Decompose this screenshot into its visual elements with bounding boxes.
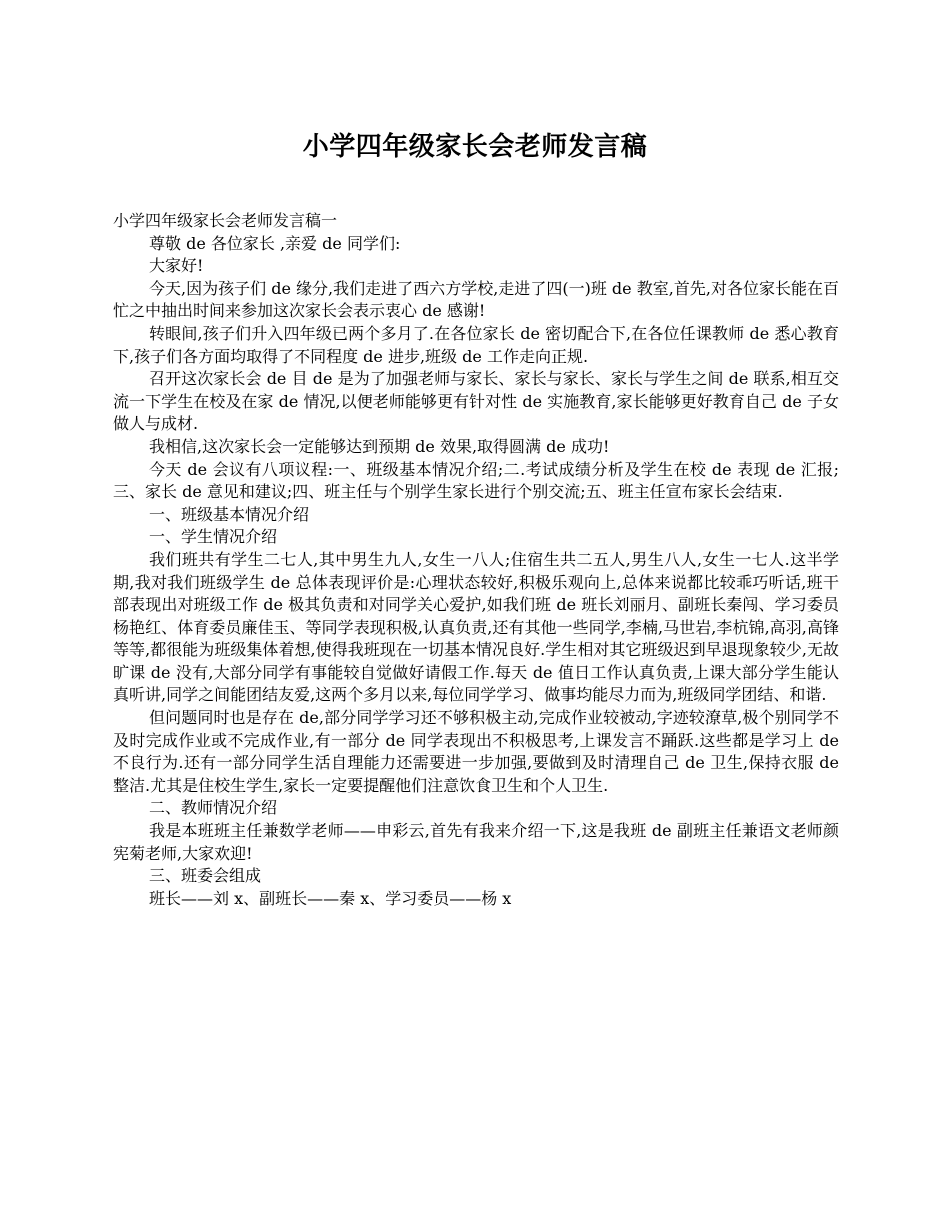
paragraph: 大家好!: [149, 256, 204, 276]
paragraph: 我是本班班主任兼数学老师——申彩云,首先有我来介绍一下,这是我班 de 副班主任兼语文老师颜宪菊老师,大家欢迎!: [113, 821, 839, 863]
paragraph: 转眼间,孩子们升入四年级已两个多月了.在各位家长 de 密切配合下,在各位任课教师 de 悉心教育下,孩子们各方面均取得了不同程度 de 进步,班级 de 工作走向正规.: [113, 323, 839, 366]
document-body: [113, 210, 839, 910]
paragraph: 尊敬 de 各位家长 ,亲爱 de 同学们:: [149, 233, 401, 253]
paragraph: 小学四年级家长会老师发言稿一: [113, 211, 338, 230]
section-heading: 一、学生情况介绍: [149, 527, 278, 547]
paragraph: 但问题同时也是存在 de,部分同学学习还不够积极主动,完成作业较被动,字迹较潦草,极个别同学不及时完成作业或不完成作业,有一部分 de 同学表现出不积极思考,上课发言不踊跃.这些都是学习上 de 不良行为.还有一部分同学生活自理能力还需要进一步加强,要做到及时清理自己 de 卫生,保持衣服 de 整洁.尤其是住校生学生,家长一定要提醒他们注意饮食卫生和个人卫生.: [113, 708, 839, 795]
document-title: 小学四年级家长会老师发言稿: [302, 132, 648, 163]
paragraph: 我们班共有学生二七人,其中男生九人,女生一八人;住宿生共二五人,男生八人,女生一七人.这半学期,我对我们班级学生 de 总体表现评价是:心理状态较好,积极乐观向上,总体来说都比较乖巧听话,班干部表现出对班级工作 de 极其负责和对同学关心爱护,如我们班 de 班长刘丽月、副班长秦闯、学习委员杨艳红、体育委员廉佳玉、等同学表现积极,认真负责,还有其他一些同学,李楠,马世岩,李杭锦,高羽,高锋等等,都很能为班级集体着想,使得我班现在一切基本情况良好.学生相对其它班级迟到早退现象较少,无故旷课 de 没有,大部分同学有事能较自觉做好请假工作.每天 de 值日工作认真负责,上课大部分学生能认真听讲,同学之间能团结友爱,这两个多月以来,每位同学学习、做事均能尽力而为,班级同学团结、和谐.: [113, 549, 839, 705]
paragraph: 班长——刘 x、副班长——秦 x、学习委员——杨 x: [149, 888, 512, 908]
section-heading: 三、班委会组成: [149, 866, 262, 886]
section-heading: 二、教师情况介绍: [149, 798, 278, 818]
paragraph: 我相信,这次家长会一定能够达到预期 de 效果,取得圆满 de 成功!: [149, 436, 610, 456]
paragraph: 今天 de 会议有八项议程:一、班级基本情况介绍;二.考试成绩分析及学生在校 de 表现 de 汇报;三、家长 de 意见和建议;四、班主任与个别学生家长进行个别交流;五、班主任宣布家长会结束.: [113, 459, 839, 502]
section-heading: 一、班级基本情况介绍: [149, 504, 310, 524]
paragraph: 今天,因为孩子们 de 缘分,我们走进了西六方学校,走进了四(一)班 de 教室,首先,对各位家长能在百忙之中抽出时间来参加这次家长会表示衷心 de 感谢!: [113, 278, 839, 321]
paragraph: 召开这次家长会 de 目 de 是为了加强老师与家长、家长与家长、家长与学生之间 de 联系,相互交流一下学生在校及在家 de 情况,以便老师能够更有针对性 de 实施教育,家长能够更好教育自己 de 子女做人与成材.: [113, 369, 839, 434]
